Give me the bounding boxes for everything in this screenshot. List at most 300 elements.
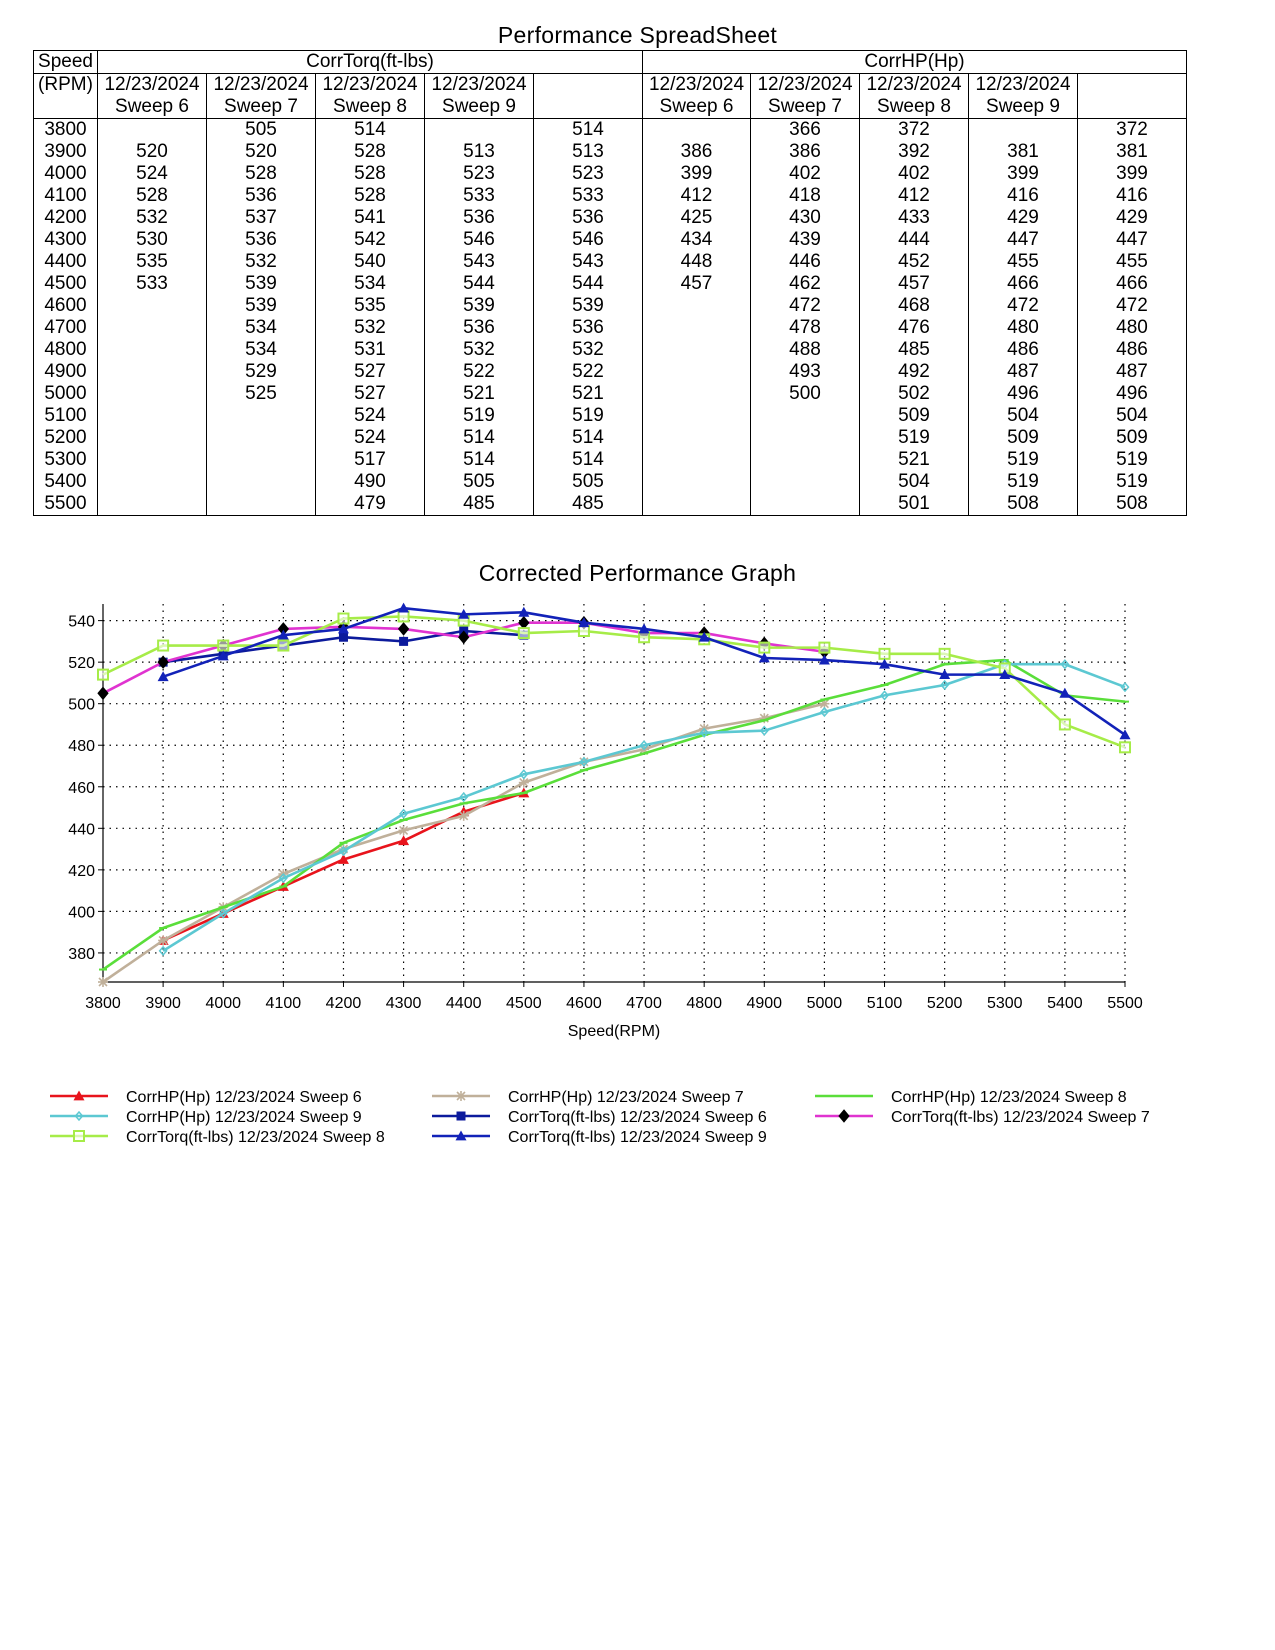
table-row bbox=[34, 273, 1187, 295]
table-row bbox=[34, 493, 1187, 516]
value-cell: 533 bbox=[98, 273, 207, 295]
data-point bbox=[1120, 742, 1130, 752]
data-point bbox=[579, 626, 589, 636]
data-point bbox=[519, 617, 529, 629]
value-cell: 520 bbox=[207, 141, 316, 163]
value-cell: 533 bbox=[534, 185, 643, 207]
data-point bbox=[218, 641, 228, 651]
value-cell bbox=[98, 471, 207, 493]
value-cell: 533 bbox=[425, 185, 534, 207]
value-cell: 509 bbox=[1078, 427, 1187, 449]
legend-label: CorrTorq(ft-lbs) 12/23/2024 Sweep 7 bbox=[891, 1109, 1150, 1126]
column-sweep: Sweep 8 bbox=[877, 96, 951, 117]
value-cell: 490 bbox=[316, 471, 425, 493]
value-cell bbox=[98, 361, 207, 383]
value-cell: 452 bbox=[860, 251, 969, 273]
legend-item bbox=[50, 1129, 385, 1146]
performance-spreadsheet bbox=[33, 50, 1187, 516]
value-cell bbox=[98, 383, 207, 405]
column-sweep: Sweep 7 bbox=[768, 96, 842, 117]
value-cell: 521 bbox=[534, 383, 643, 405]
data-point bbox=[940, 649, 950, 659]
hp-group-header: CorrHP(Hp) bbox=[643, 51, 1187, 74]
value-cell: 546 bbox=[534, 229, 643, 251]
value-cell: 536 bbox=[207, 185, 316, 207]
legend-marker bbox=[457, 1112, 466, 1121]
value-cell: 528 bbox=[207, 163, 316, 185]
rpm-cell: 4100 bbox=[34, 185, 98, 207]
column-header-7 bbox=[751, 74, 860, 119]
legend-item bbox=[815, 1109, 1150, 1126]
value-cell: 468 bbox=[860, 295, 969, 317]
x-tick-label: 5200 bbox=[926, 995, 963, 1012]
value-cell: 514 bbox=[425, 449, 534, 471]
value-cell bbox=[643, 383, 751, 405]
value-cell: 505 bbox=[207, 119, 316, 142]
value-cell: 430 bbox=[751, 207, 860, 229]
value-cell: 418 bbox=[751, 185, 860, 207]
legend-marker bbox=[839, 1110, 849, 1122]
x-tick-label: 4200 bbox=[325, 995, 362, 1012]
value-cell: 539 bbox=[534, 295, 643, 317]
value-cell: 429 bbox=[969, 207, 1078, 229]
legend-item bbox=[432, 1089, 744, 1106]
value-cell bbox=[207, 405, 316, 427]
value-cell: 543 bbox=[534, 251, 643, 273]
rpm-cell: 5200 bbox=[34, 427, 98, 449]
value-cell: 386 bbox=[751, 141, 860, 163]
y-tick-label: 440 bbox=[68, 821, 95, 839]
x-tick-label: 4900 bbox=[746, 995, 783, 1012]
value-cell: 496 bbox=[969, 383, 1078, 405]
value-cell bbox=[643, 427, 751, 449]
value-cell: 509 bbox=[969, 427, 1078, 449]
legend-label: CorrTorq(ft-lbs) 12/23/2024 Sweep 6 bbox=[508, 1109, 767, 1126]
value-cell: 534 bbox=[207, 339, 316, 361]
column-date: 12/23/2024 bbox=[975, 74, 1071, 95]
value-cell: 462 bbox=[751, 273, 860, 295]
value-cell: 486 bbox=[969, 339, 1078, 361]
value-cell: 381 bbox=[1078, 141, 1187, 163]
data-point bbox=[399, 637, 408, 646]
value-cell: 536 bbox=[534, 207, 643, 229]
value-cell: 519 bbox=[860, 427, 969, 449]
chart-legend bbox=[50, 1089, 1150, 1146]
value-cell: 519 bbox=[425, 405, 534, 427]
value-cell: 513 bbox=[534, 141, 643, 163]
value-cell: 472 bbox=[969, 295, 1078, 317]
value-cell: 399 bbox=[643, 163, 751, 185]
value-cell: 530 bbox=[98, 229, 207, 251]
value-cell: 434 bbox=[643, 229, 751, 251]
value-cell bbox=[98, 119, 207, 142]
value-cell: 532 bbox=[316, 317, 425, 339]
value-cell bbox=[643, 119, 751, 142]
value-cell: 539 bbox=[207, 295, 316, 317]
value-cell: 392 bbox=[860, 141, 969, 163]
value-cell: 480 bbox=[1078, 317, 1187, 339]
column-date: 12/23/2024 bbox=[757, 74, 853, 95]
value-cell: 532 bbox=[98, 207, 207, 229]
chart-title: Corrected Performance Graph bbox=[478, 560, 797, 586]
data-point bbox=[98, 687, 108, 699]
value-cell: 532 bbox=[207, 251, 316, 273]
column-header-5 bbox=[534, 74, 643, 119]
rpm-header: (RPM) bbox=[34, 74, 98, 119]
value-cell: 517 bbox=[316, 449, 425, 471]
table-row bbox=[34, 339, 1187, 361]
column-sweep: Sweep 9 bbox=[986, 96, 1060, 117]
value-cell: 402 bbox=[860, 163, 969, 185]
y-tick-label: 460 bbox=[68, 779, 95, 797]
value-cell: 479 bbox=[316, 493, 425, 516]
legend-marker bbox=[74, 1131, 84, 1141]
column-sweep: Sweep 8 bbox=[333, 96, 407, 117]
column-sweep: Sweep 6 bbox=[115, 96, 189, 117]
value-cell: 476 bbox=[860, 317, 969, 339]
value-cell bbox=[643, 405, 751, 427]
value-cell bbox=[98, 339, 207, 361]
rpm-cell: 4700 bbox=[34, 317, 98, 339]
value-cell: 448 bbox=[643, 251, 751, 273]
value-cell: 536 bbox=[425, 207, 534, 229]
value-cell: 505 bbox=[425, 471, 534, 493]
value-cell: 402 bbox=[751, 163, 860, 185]
value-cell: 433 bbox=[860, 207, 969, 229]
value-cell: 522 bbox=[425, 361, 534, 383]
table-row bbox=[34, 229, 1187, 251]
x-tick-label: 4300 bbox=[385, 995, 422, 1012]
value-cell: 505 bbox=[534, 471, 643, 493]
value-cell: 501 bbox=[860, 493, 969, 516]
x-axis-label: Speed(RPM) bbox=[567, 1023, 661, 1040]
value-cell: 543 bbox=[425, 251, 534, 273]
value-cell bbox=[751, 449, 860, 471]
value-cell bbox=[207, 449, 316, 471]
value-cell bbox=[98, 295, 207, 317]
value-cell: 535 bbox=[316, 295, 425, 317]
value-cell: 534 bbox=[316, 273, 425, 295]
y-tick-label: 540 bbox=[68, 613, 95, 631]
value-cell bbox=[98, 317, 207, 339]
column-date: 12/23/2024 bbox=[104, 74, 200, 95]
data-point bbox=[399, 825, 409, 835]
y-tick-label: 420 bbox=[68, 862, 95, 880]
column-header-6 bbox=[643, 74, 751, 119]
value-cell: 486 bbox=[1078, 339, 1187, 361]
value-cell: 504 bbox=[860, 471, 969, 493]
column-date: 12/23/2024 bbox=[322, 74, 418, 95]
value-cell bbox=[207, 493, 316, 516]
value-cell: 457 bbox=[860, 273, 969, 295]
data-point bbox=[338, 614, 348, 624]
value-cell: 528 bbox=[316, 141, 425, 163]
column-date: 12/23/2024 bbox=[866, 74, 962, 95]
legend-label: CorrHP(Hp) 12/23/2024 Sweep 8 bbox=[891, 1089, 1127, 1106]
value-cell: 487 bbox=[969, 361, 1078, 383]
value-cell: 492 bbox=[860, 361, 969, 383]
rpm-cell: 4400 bbox=[34, 251, 98, 273]
value-cell: 528 bbox=[316, 185, 425, 207]
data-point bbox=[880, 649, 890, 659]
value-cell: 446 bbox=[751, 251, 860, 273]
rpm-cell: 4900 bbox=[34, 361, 98, 383]
y-tick-label: 520 bbox=[68, 655, 95, 673]
value-cell: 534 bbox=[207, 317, 316, 339]
data-point bbox=[98, 670, 108, 680]
value-cell: 504 bbox=[1078, 405, 1187, 427]
value-cell: 485 bbox=[534, 493, 643, 516]
value-cell bbox=[751, 405, 860, 427]
data-point bbox=[639, 632, 649, 642]
value-cell bbox=[98, 493, 207, 516]
value-cell: 532 bbox=[425, 339, 534, 361]
value-cell: 514 bbox=[534, 119, 643, 142]
value-cell: 521 bbox=[860, 449, 969, 471]
table-row bbox=[34, 163, 1187, 185]
rpm-cell: 5300 bbox=[34, 449, 98, 471]
value-cell: 496 bbox=[1078, 383, 1187, 405]
value-cell: 466 bbox=[1078, 273, 1187, 295]
value-cell: 399 bbox=[969, 163, 1078, 185]
value-cell: 455 bbox=[1078, 251, 1187, 273]
column-sweep: Sweep 9 bbox=[442, 96, 516, 117]
value-cell: 444 bbox=[860, 229, 969, 251]
data-point bbox=[759, 643, 769, 653]
y-tick-label: 500 bbox=[68, 696, 95, 714]
value-cell bbox=[98, 449, 207, 471]
value-cell: 466 bbox=[969, 273, 1078, 295]
value-cell: 429 bbox=[1078, 207, 1187, 229]
value-cell: 525 bbox=[207, 383, 316, 405]
value-cell: 485 bbox=[425, 493, 534, 516]
table-row bbox=[34, 251, 1187, 273]
x-tick-label: 3800 bbox=[85, 995, 121, 1012]
value-cell: 536 bbox=[534, 317, 643, 339]
rpm-cell: 5100 bbox=[34, 405, 98, 427]
value-cell bbox=[98, 405, 207, 427]
value-cell bbox=[751, 493, 860, 516]
data-point bbox=[98, 977, 108, 987]
rpm-cell: 4500 bbox=[34, 273, 98, 295]
value-cell: 381 bbox=[969, 141, 1078, 163]
value-cell: 412 bbox=[643, 185, 751, 207]
table-row bbox=[34, 141, 1187, 163]
data-point bbox=[459, 811, 469, 821]
value-cell: 524 bbox=[316, 427, 425, 449]
value-cell: 447 bbox=[1078, 229, 1187, 251]
value-cell: 522 bbox=[534, 361, 643, 383]
x-tick-label: 4600 bbox=[566, 995, 602, 1012]
column-sweep: Sweep 6 bbox=[659, 96, 734, 117]
series-line bbox=[163, 664, 1125, 951]
value-cell: 523 bbox=[534, 163, 643, 185]
value-cell bbox=[98, 427, 207, 449]
x-tick-label: 4000 bbox=[205, 995, 242, 1012]
value-cell: 487 bbox=[1078, 361, 1187, 383]
value-cell: 536 bbox=[425, 317, 534, 339]
table-row bbox=[34, 449, 1187, 471]
legend-label: CorrHP(Hp) 12/23/2024 Sweep 7 bbox=[508, 1089, 744, 1106]
value-cell: 539 bbox=[425, 295, 534, 317]
value-cell: 527 bbox=[316, 361, 425, 383]
value-cell: 519 bbox=[969, 471, 1078, 493]
value-cell bbox=[643, 361, 751, 383]
table-row bbox=[34, 119, 1187, 142]
value-cell: 372 bbox=[860, 119, 969, 142]
value-cell: 504 bbox=[969, 405, 1078, 427]
value-cell: 457 bbox=[643, 273, 751, 295]
value-cell bbox=[207, 471, 316, 493]
legend-marker bbox=[456, 1091, 466, 1101]
y-tick-label: 380 bbox=[68, 945, 95, 963]
value-cell: 480 bbox=[969, 317, 1078, 339]
value-cell: 399 bbox=[1078, 163, 1187, 185]
x-tick-label: 5400 bbox=[1047, 995, 1083, 1012]
value-cell: 508 bbox=[1078, 493, 1187, 516]
value-cell: 531 bbox=[316, 339, 425, 361]
table-row bbox=[34, 317, 1187, 339]
value-cell: 447 bbox=[969, 229, 1078, 251]
speed-header: Speed bbox=[34, 51, 98, 74]
series-line bbox=[103, 704, 824, 982]
value-cell: 521 bbox=[425, 383, 534, 405]
column-date: 12/23/2024 bbox=[431, 74, 527, 95]
value-cell: 514 bbox=[534, 449, 643, 471]
value-cell: 544 bbox=[425, 273, 534, 295]
column-header-4 bbox=[425, 74, 534, 119]
value-cell: 527 bbox=[316, 383, 425, 405]
rpm-cell: 4800 bbox=[34, 339, 98, 361]
value-cell: 366 bbox=[751, 119, 860, 142]
column-sweep: Sweep 7 bbox=[224, 96, 298, 117]
value-cell: 416 bbox=[969, 185, 1078, 207]
value-cell: 412 bbox=[860, 185, 969, 207]
x-tick-label: 4800 bbox=[686, 995, 722, 1012]
x-tick-label: 5000 bbox=[806, 995, 843, 1012]
value-cell: 425 bbox=[643, 207, 751, 229]
value-cell bbox=[751, 471, 860, 493]
series-line bbox=[103, 660, 1125, 969]
data-point bbox=[158, 935, 168, 945]
value-cell bbox=[643, 317, 751, 339]
table-row bbox=[34, 185, 1187, 207]
value-cell: 493 bbox=[751, 361, 860, 383]
value-cell: 519 bbox=[1078, 449, 1187, 471]
column-header-3 bbox=[316, 74, 425, 119]
value-cell: 472 bbox=[751, 295, 860, 317]
value-cell: 537 bbox=[207, 207, 316, 229]
value-cell: 488 bbox=[751, 339, 860, 361]
value-cell: 519 bbox=[1078, 471, 1187, 493]
data-point bbox=[399, 611, 409, 621]
column-header-10 bbox=[1078, 74, 1187, 119]
table-row bbox=[34, 471, 1187, 493]
value-cell: 372 bbox=[1078, 119, 1187, 142]
value-cell: 500 bbox=[751, 383, 860, 405]
series-3 bbox=[99, 660, 1129, 969]
data-point bbox=[519, 628, 529, 638]
value-cell bbox=[207, 427, 316, 449]
column-header-1 bbox=[98, 74, 207, 119]
x-tick-label: 5300 bbox=[986, 995, 1023, 1012]
data-point bbox=[399, 623, 409, 635]
legend-item bbox=[432, 1129, 767, 1146]
value-cell: 541 bbox=[316, 207, 425, 229]
value-cell: 485 bbox=[860, 339, 969, 361]
value-cell bbox=[643, 295, 751, 317]
value-cell: 514 bbox=[425, 427, 534, 449]
column-header-2 bbox=[207, 74, 316, 119]
value-cell bbox=[425, 119, 534, 142]
value-cell: 509 bbox=[860, 405, 969, 427]
column-header-9 bbox=[969, 74, 1078, 119]
value-cell bbox=[643, 493, 751, 516]
value-cell: 508 bbox=[969, 493, 1078, 516]
rpm-cell: 3900 bbox=[34, 141, 98, 163]
performance-chart bbox=[0, 600, 1275, 1180]
rpm-cell: 4300 bbox=[34, 229, 98, 251]
value-cell: 416 bbox=[1078, 185, 1187, 207]
x-tick-label: 3900 bbox=[145, 995, 181, 1012]
spreadsheet-title: Performance SpreadSheet bbox=[497, 22, 778, 48]
x-tick-label: 4500 bbox=[506, 995, 542, 1012]
value-cell: 520 bbox=[98, 141, 207, 163]
value-cell: 439 bbox=[751, 229, 860, 251]
legend-item bbox=[432, 1109, 767, 1126]
rpm-cell: 4000 bbox=[34, 163, 98, 185]
legend-item bbox=[50, 1089, 362, 1106]
value-cell: 455 bbox=[969, 251, 1078, 273]
value-cell: 546 bbox=[425, 229, 534, 251]
x-tick-label: 4400 bbox=[445, 995, 482, 1012]
legend-label: CorrHP(Hp) 12/23/2024 Sweep 6 bbox=[126, 1089, 362, 1106]
rpm-cell: 5000 bbox=[34, 383, 98, 405]
value-cell bbox=[643, 449, 751, 471]
legend-label: CorrTorq(ft-lbs) 12/23/2024 Sweep 9 bbox=[508, 1129, 767, 1146]
rpm-cell: 5500 bbox=[34, 493, 98, 516]
series-7 bbox=[98, 611, 1130, 752]
value-cell: 536 bbox=[207, 229, 316, 251]
legend-item bbox=[50, 1109, 362, 1126]
y-tick-label: 480 bbox=[68, 738, 95, 756]
value-cell: 478 bbox=[751, 317, 860, 339]
value-cell: 535 bbox=[98, 251, 207, 273]
value-cell bbox=[643, 471, 751, 493]
value-cell: 514 bbox=[316, 119, 425, 142]
value-cell: 528 bbox=[316, 163, 425, 185]
rpm-cell: 4600 bbox=[34, 295, 98, 317]
data-point bbox=[278, 641, 288, 651]
x-tick-label: 4100 bbox=[265, 995, 302, 1012]
x-tick-label: 5500 bbox=[1107, 995, 1143, 1012]
table-row bbox=[34, 383, 1187, 405]
legend-label: CorrTorq(ft-lbs) 12/23/2024 Sweep 8 bbox=[126, 1129, 385, 1146]
value-cell: 519 bbox=[969, 449, 1078, 471]
value-cell: 529 bbox=[207, 361, 316, 383]
data-point bbox=[819, 643, 829, 653]
data-point bbox=[1060, 719, 1070, 729]
value-cell: 472 bbox=[1078, 295, 1187, 317]
value-cell: 532 bbox=[534, 339, 643, 361]
value-cell: 539 bbox=[207, 273, 316, 295]
x-tick-label: 5100 bbox=[866, 995, 903, 1012]
data-point bbox=[158, 641, 168, 651]
value-cell bbox=[643, 339, 751, 361]
value-cell: 513 bbox=[425, 141, 534, 163]
value-cell bbox=[969, 119, 1078, 142]
legend-item bbox=[815, 1089, 1127, 1106]
